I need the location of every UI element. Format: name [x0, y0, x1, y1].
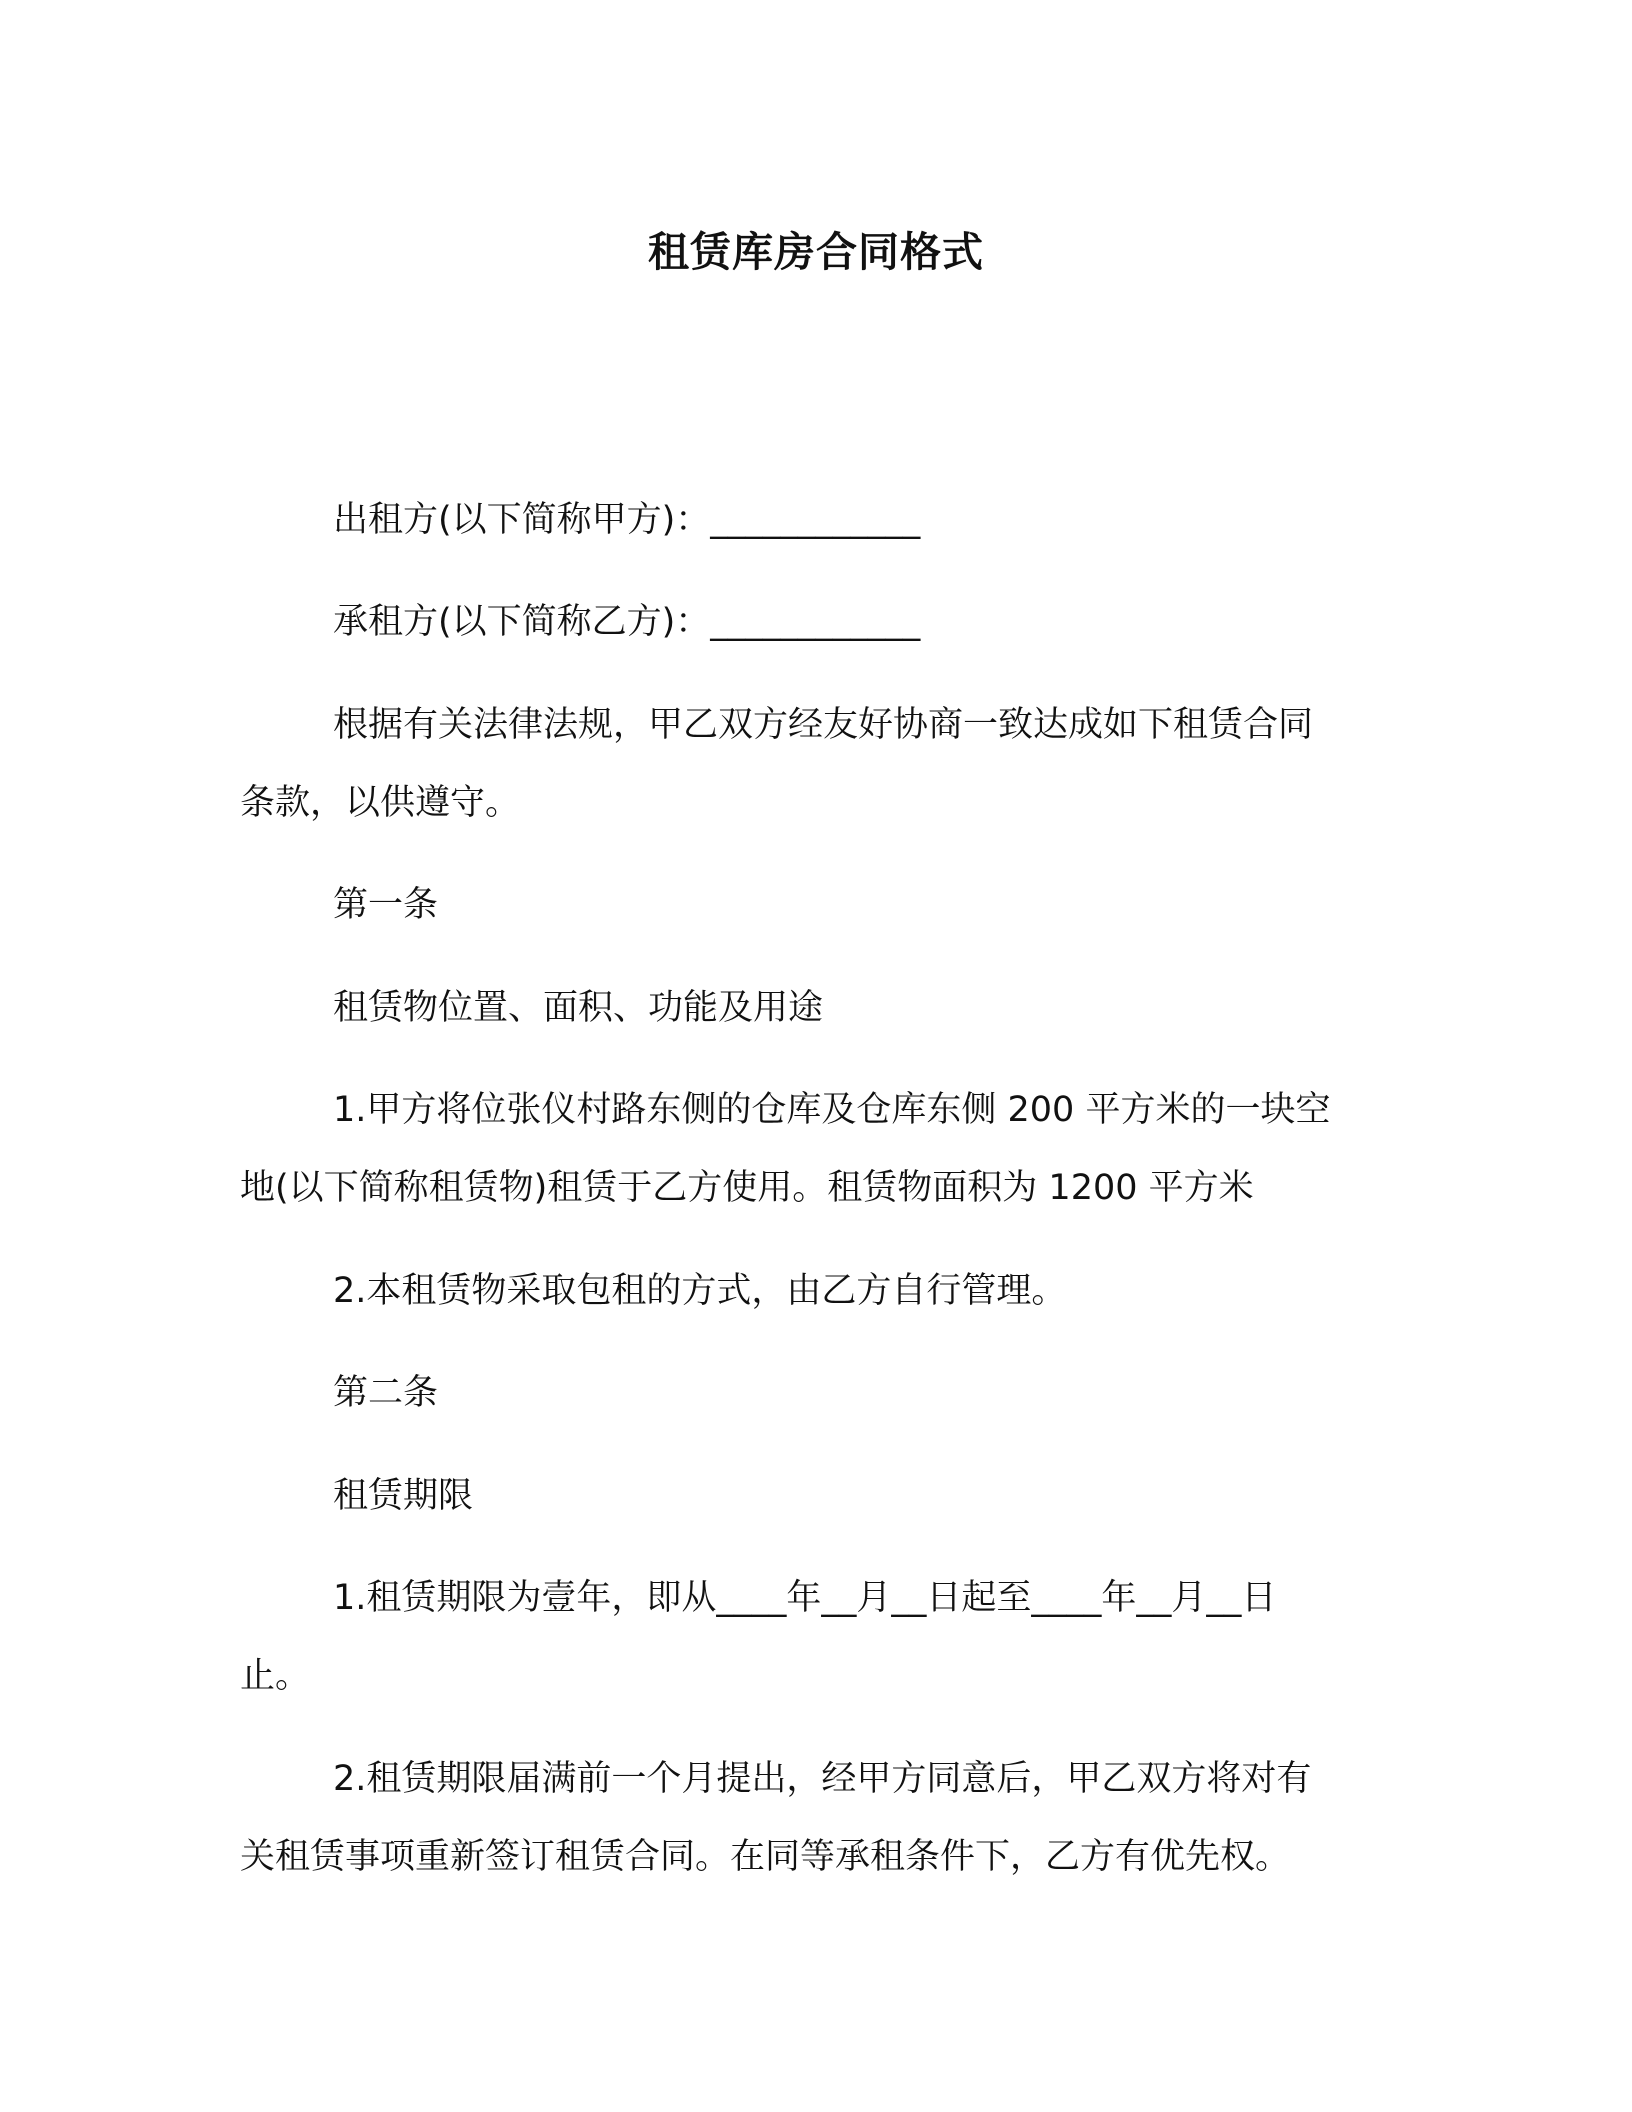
article-1-clause-1-line-1: 1.甲方将位张仪村路东侧的仓库及仓库东侧 200 平方米的一块空 — [333, 1090, 1331, 1130]
preamble-line-1: 根据有关法律法规，甲乙双方经友好协商一致达成如下租赁合同 — [333, 705, 1314, 745]
preamble-line-2: 条款，以供遵守。 — [240, 783, 521, 823]
lessor-line: 出租方(以下简称甲方)：____________ — [333, 500, 921, 540]
article-2-heading: 第二条 — [333, 1373, 439, 1413]
article-2-clause-1-line-1: 1.租赁期限为壹年，即从____年__月__日起至____年__月__日 — [333, 1578, 1277, 1618]
article-2-subject: 租赁期限 — [333, 1476, 474, 1516]
article-1-subject: 租赁物位置、面积、功能及用途 — [333, 988, 824, 1028]
document-title: 租赁库房合同格式 — [648, 228, 984, 276]
article-1-clause-1-line-2: 地(以下简称租赁物)租赁于乙方使用。租赁物面积为 1200 平方米 — [240, 1168, 1254, 1208]
article-2-clause-2-line-2: 关租赁事项重新签订租赁合同。在同等承租条件下，乙方有优先权。 — [240, 1837, 1291, 1877]
article-2-clause-1-line-2: 止。 — [240, 1656, 311, 1696]
lessee-line: 承租方(以下简称乙方)：____________ — [333, 602, 921, 642]
article-2-clause-2-line-1: 2.租赁期限届满前一个月提出，经甲方同意后，甲乙双方将对有 — [333, 1759, 1312, 1799]
article-1-heading: 第一条 — [333, 885, 439, 925]
article-1-clause-2: 2.本租赁物采取包租的方式，由乙方自行管理。 — [333, 1271, 1067, 1311]
